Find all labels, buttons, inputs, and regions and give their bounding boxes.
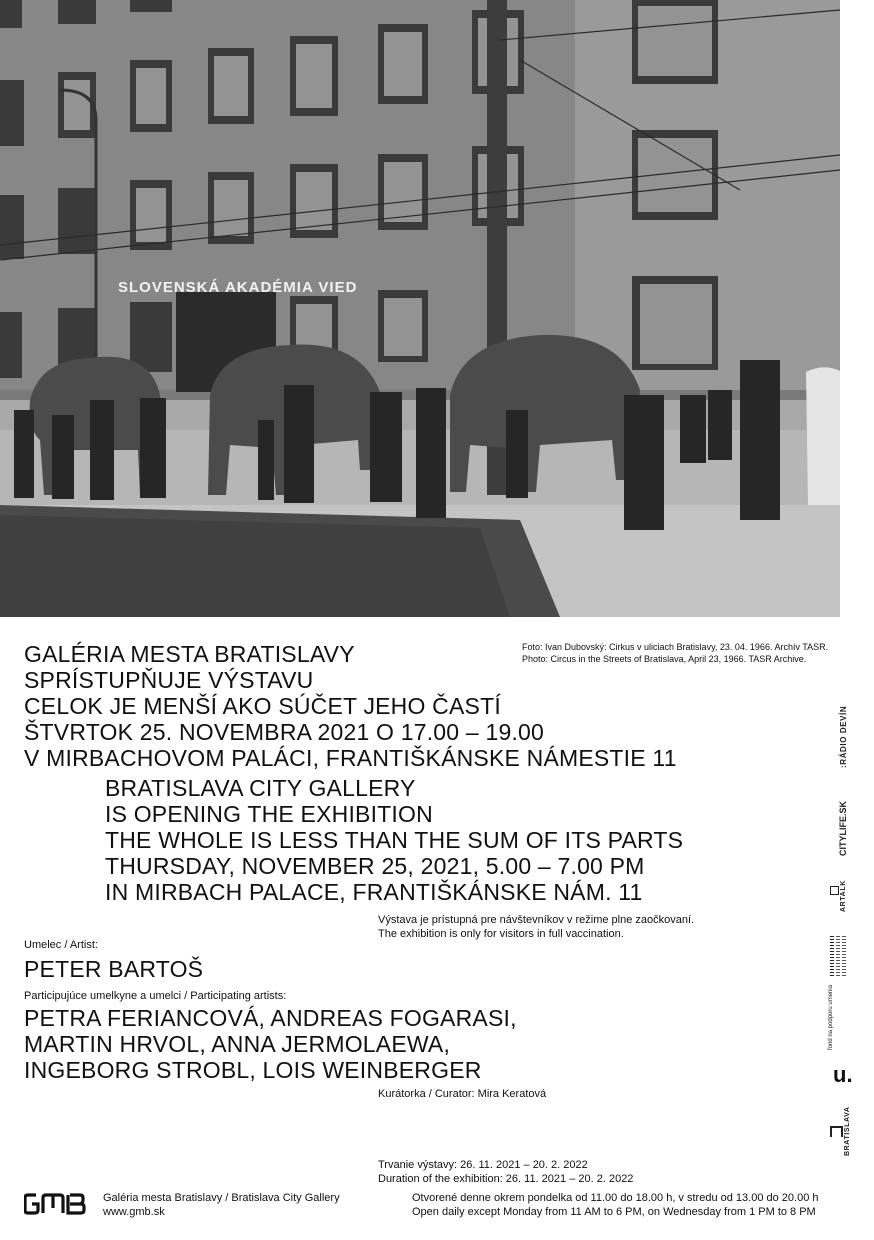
bratislava-crest-icon <box>830 1126 843 1137</box>
hours-en: Open daily except Monday from 11 AM to 6 PM, on Wednesday from 1 PM to 8 PM <box>412 1206 816 1218</box>
duration-en: Duration of the exhibition: 26. 11. 2021 – 20. 2. 2022 <box>378 1173 634 1185</box>
vaccination-sk: Výstava je prístupná pre návštevníkov v režime plne zaočkovaní. <box>378 914 695 926</box>
citylife-logo <box>826 800 856 858</box>
participants-line: INGEBORG STROBL, LOIS WEINBERGER <box>24 1057 482 1083</box>
artalk-logo <box>826 880 856 912</box>
photo-edge <box>840 0 874 60</box>
announcement-en-line: IS OPENING THE EXHIBITION <box>105 801 433 827</box>
vaccination-en: The exhibition is only for visitors in full vaccination. <box>378 928 624 940</box>
hero-photo <box>0 0 840 617</box>
exhibition-duration <box>378 1158 633 1186</box>
participants-line: PETRA FERIANCOVÁ, ANDREAS FOGARASI, <box>24 1005 517 1031</box>
artist-label: Umelec / Artist: <box>24 939 98 951</box>
announcement-en <box>105 775 683 905</box>
building-sign: SLOVENSKÁ AKADÉMIA VIED <box>118 279 358 296</box>
opening-hours <box>412 1191 818 1219</box>
artalk-logo-text: ARTALK <box>840 880 847 912</box>
photo-credit-sk: Foto: Ivan Dubovský: Cirkus v uliciach Bratislavy, 23. 04. 1966. Archív TASR. <box>522 642 829 652</box>
bratislava-logo <box>826 1108 856 1156</box>
announcement-sk <box>24 641 677 771</box>
circus-street-photo <box>0 0 840 617</box>
announcement-sk-line: CELOK JE MENŠÍ AKO SÚČET JEHO ČASTÍ <box>24 693 501 719</box>
announcement-sk-line: SPRÍSTUPŇUJE VÝSTAVU <box>24 667 314 693</box>
footer-gallery-name: Galéria mesta Bratislavy / Bratislava City Gallery <box>103 1192 340 1204</box>
hours-sk: Otvorené denne okrem pondelka od 11.00 do 18.00 h, v stredu od 13.00 do 20.00 h <box>412 1192 819 1204</box>
partner-text-logo <box>826 936 856 980</box>
announcement-sk-line: ŠTVRTOK 25. NOVEMBRA 2021 O 17.00 – 19.00 <box>24 719 545 745</box>
announcement-sk-line: V MIRBACHOVOM PALÁCI, FRANTIŠKÁNSKE NÁMESTIE 11 <box>24 745 677 771</box>
bratislava-logo-text: BRATISLAVA <box>844 1106 851 1156</box>
announcement-en-line: BRATISLAVA CITY GALLERY <box>105 775 416 801</box>
vaccination-notice <box>378 913 694 941</box>
fpu-logo <box>826 984 856 1087</box>
footer-gallery <box>103 1191 340 1219</box>
footer-url[interactable]: www.gmb.sk <box>103 1206 165 1218</box>
announcement-en-line: IN MIRBACH PALACE, FRANTIŠKÁNSKE NÁM. 11 <box>105 879 643 905</box>
participants-line: MARTIN HRVOL, ANNA JERMOLAEWA, <box>24 1031 451 1057</box>
citylife-logo-text: CITYLIFE.SK <box>838 800 848 856</box>
photo-credit-en: Photo: Circus in the Streets of Bratislava, April 23, 1966. TASR Archive. <box>522 654 807 664</box>
duration-sk: Trvanie výstavy: 26. 11. 2021 – 20. 2. 2022 <box>378 1159 588 1171</box>
participants-names <box>24 1005 517 1083</box>
announcement-en-line: THE WHOLE IS LESS THAN THE SUM OF ITS PARTS <box>105 827 684 853</box>
radio-devin-logo: :RÁDIO DEVÍN <box>839 705 848 768</box>
participants-label: Participujúce umelkyne a umelci / Participating artists: <box>24 990 287 1002</box>
fpu-logo-text: fond na podporu umenia <box>828 984 834 1050</box>
artalk-square-icon <box>830 886 839 895</box>
curator: Kurátorka / Curator: Mira Keratová <box>378 1088 547 1100</box>
artist-name: PETER BARTOŠ <box>24 956 204 982</box>
announcement-en-line: THURSDAY, NOVEMBER 25, 2021, 5.00 – 7.00 PM <box>105 853 645 879</box>
gmb-logo <box>24 1192 86 1216</box>
fpu-u-icon: u. <box>833 1062 853 1087</box>
woman-in-light-coat <box>806 367 840 505</box>
announcement-sk-line: GALÉRIA MESTA BRATISLAVY <box>24 641 355 667</box>
